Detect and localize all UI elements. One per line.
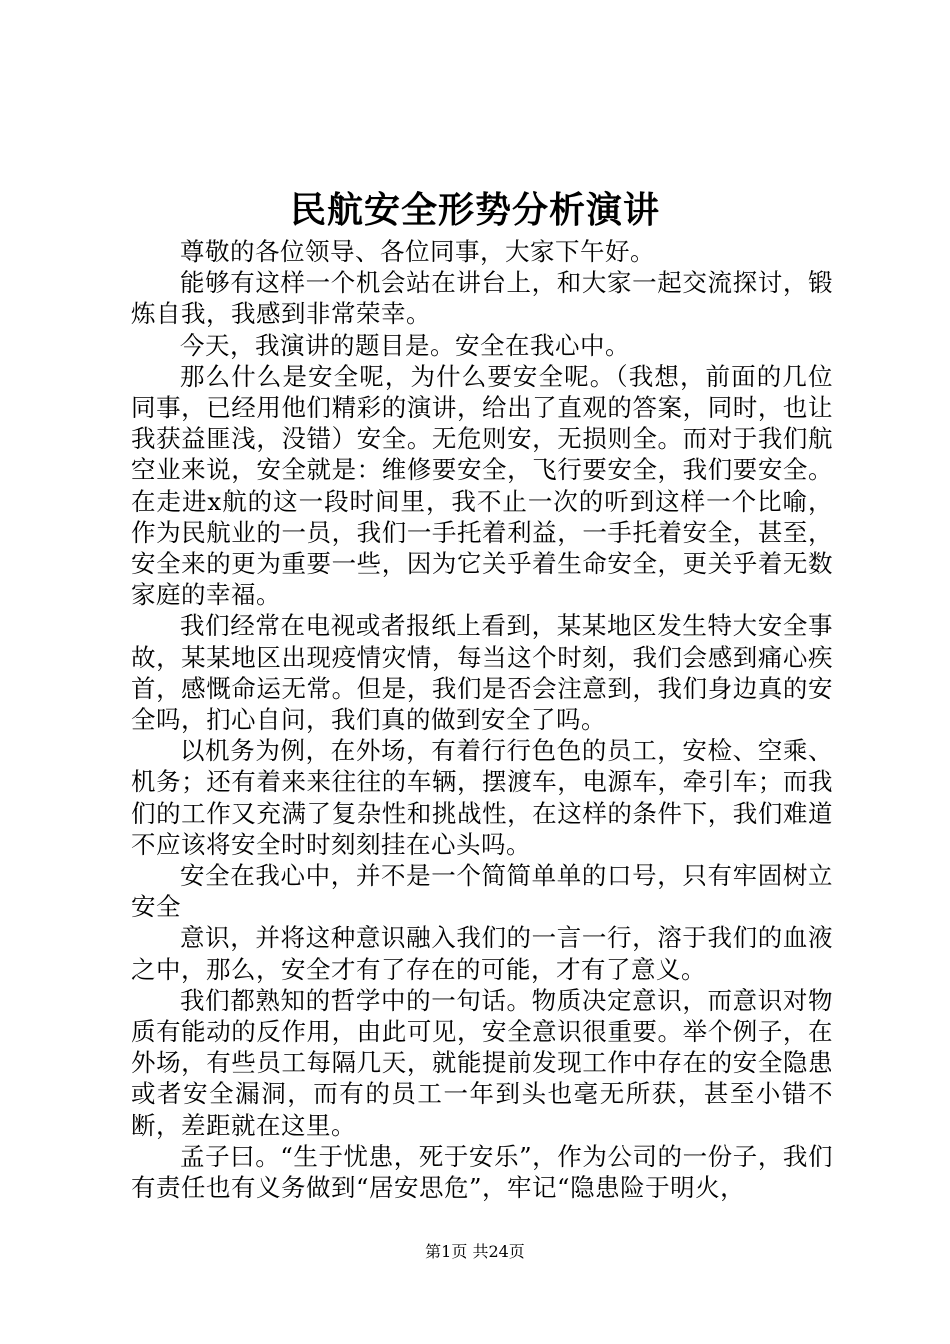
paragraph: 那么什么是安全呢，为什么要安全呢。（我想，前面的几位同事，已经用他们精彩的演讲，给出了直观的答案，同时，也让我获益匪浅，没错）安全。无危则安，无损则全。而对于我们航空业来说，安全就是：维修要安全，飞行要安全，我们要安全。在走进x航的这一段时间里，我不止一次的听到这样一个比喻，作为民航业的一员，我们一手托着利益，一手托着安全，甚至，安全来的更为重要一些，因为它关乎着生命安全，更关乎着无数家庭的幸福。 — [131, 361, 833, 610]
paragraph: 今天，我演讲的题目是。安全在我心中。 — [180, 330, 630, 360]
paragraph: 尊敬的各位领导、各位同事，大家下午好。 — [180, 237, 655, 266]
paragraph: 孟子曰。“生于忧患，死于安乐”，作为公司的一份子，我们有责任也有义务做到“居安思危”，牢记“隐患险于明火， — [131, 1141, 833, 1203]
paragraph: 意识，并将这种意识融入我们的一言一行，溶于我们的血液之中，那么，安全才有了存在的可能，才有了意义。 — [131, 923, 833, 984]
paragraph: 以机务为例，在外场，有着行行色色的员工，安检、空乘、机务；还有着来来往往的车辆，摆渡车，电源车，牵引车；而我们的工作又充满了复杂性和挑战性，在这样的条件下，我们难道不应该将安全时时刻刻挂在心头吗。 — [131, 736, 833, 859]
page-footer: 第1页 共24页 — [425, 1242, 525, 1261]
document-body — [131, 236, 833, 1203]
paragraph: 安全在我心中，并不是一个简简单单的口号，只有牢固树立安全 — [131, 861, 833, 922]
document-title: 民航安全形势分析演讲 — [289, 189, 660, 231]
paragraph: 我们都熟知的哲学中的一句话。物质决定意识，而意识对物质有能动的反作用，由此可见，安全意识很重要。举个例子，在外场，有些员工每隔几天，就能提前发现工作中存在的安全隐患或者安全漏洞，而有的员工一年到头也毫无所获，甚至小错不断，差距就在这里。 — [131, 985, 833, 1140]
paragraph: 能够有这样一个机会站在讲台上，和大家一起交流探讨，锻炼自我，我感到非常荣幸。 — [131, 268, 833, 329]
paragraph: 我们经常在电视或者报纸上看到，某某地区发生特大安全事故，某某地区出现疫情灾情，每当这个时刻，我们会感到痛心疾首，感慨命运无常。但是，我们是否会注意到，我们身边真的安全吗，扪心自问，我们真的做到安全了吗。 — [131, 611, 833, 735]
